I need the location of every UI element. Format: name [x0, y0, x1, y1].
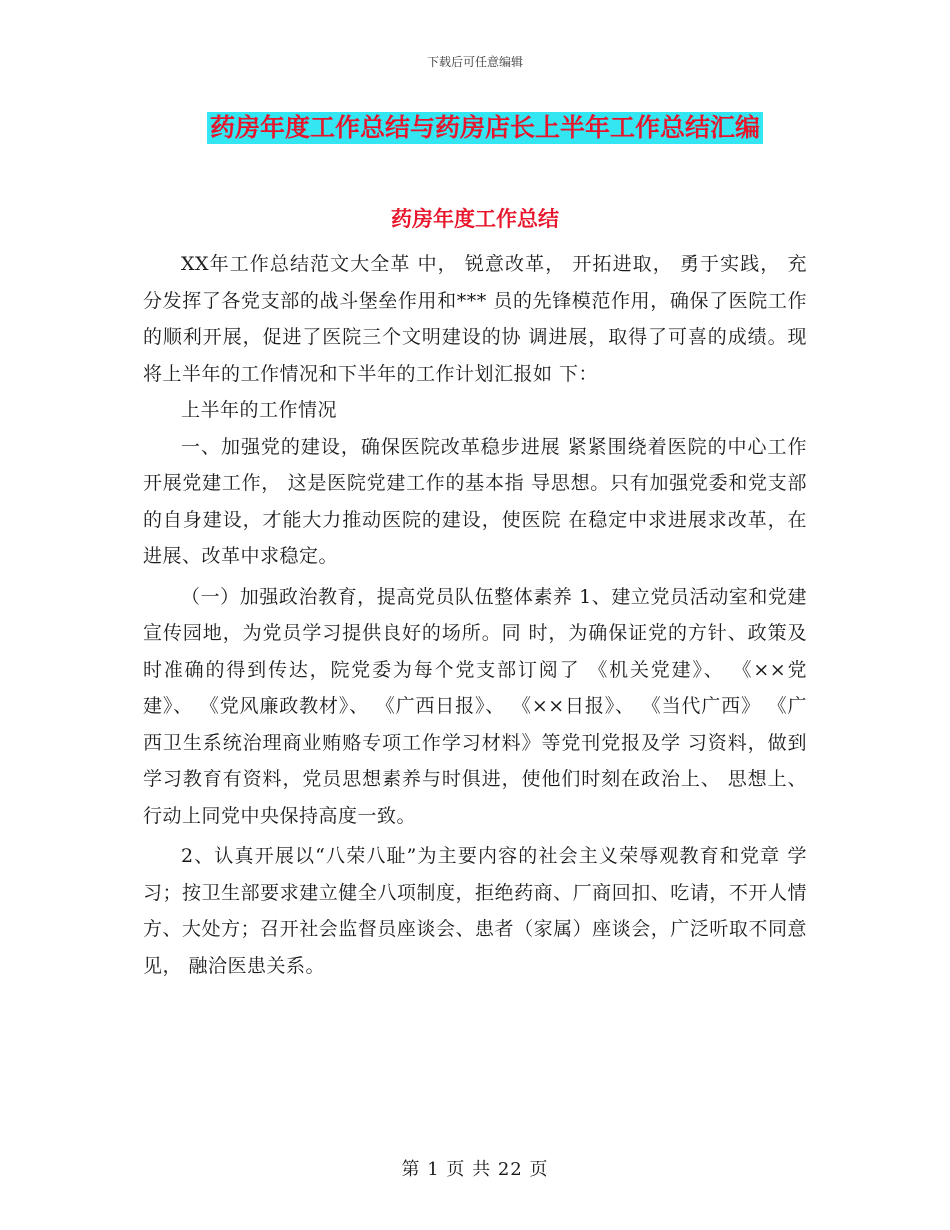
paragraph-heading-first-half: 上半年的工作情况: [181, 399, 338, 421]
paragraph-party-building: 一、加强党的建设，确保医院改革稳步进展 紧紧围绕着医院的中心工作开展党建工作， 这是医院党建工作的基本指 导思想。只有加强党委和党支部的自身建设，才能大力推动医院的建设，使医院 在稳定中求进展求改革，在进展、改革中求稳定。: [143, 435, 807, 567]
page-footer: 第 1 页 共 22 页: [401, 1159, 549, 1180]
section-title: 药房年度工作总结: [391, 207, 559, 231]
body-text: [143, 246, 807, 984]
paragraph-intro: XX年工作总结范文大全革 中， 锐意改革， 开拓进取， 勇于实践， 充分发挥了各党支部的战斗堡垒作用和*** 员的先锋模范作用，确保了医院工作的顺利开展，促进了医院三个文明建设的协 调进展，取得了可喜的成绩。现将上半年的工作情况和下半年的工作计划汇报如 下：: [143, 253, 807, 385]
paragraph-political-education: （一）加强政治教育，提高党员队伍整体素养 1、建立党员活动室和党建宣传园地，为党员学习提供良好的场所。同 时，为确保证党的方针、政策及时准确的得到传达，院党委为每个党支部订阅了 《机关党建》、 《××党建》、 《党风廉政教材》、 《广西日报》、 《××日报》、 《当代广西》 《广西卫生系统治理商业贿赂专项工作学习材料》等党刊党报及学 习资料，做到学习教育有资料，党员思想素养与时俱进，使他们时刻在政治上、 思想上、行动上同党中央保持高度一致。: [143, 585, 807, 827]
page-header-note: 下载后可任意编辑: [426, 55, 523, 69]
paragraph-honor-education: 2、认真开展以“八荣八耻”为主要内容的社会主义荣辱观教育和党章 学习；按卫生部要求建立健全八项制度，拒绝药商、厂商回扣、吃请，不开人情 方、大处方；召开社会监督员座谈会、患者（家属）座谈会，广泛听取不同意见， 融洽医患关系。: [143, 845, 807, 977]
document-title: 药房年度工作总结与药房店长上半年工作总结汇编: [207, 112, 763, 144]
